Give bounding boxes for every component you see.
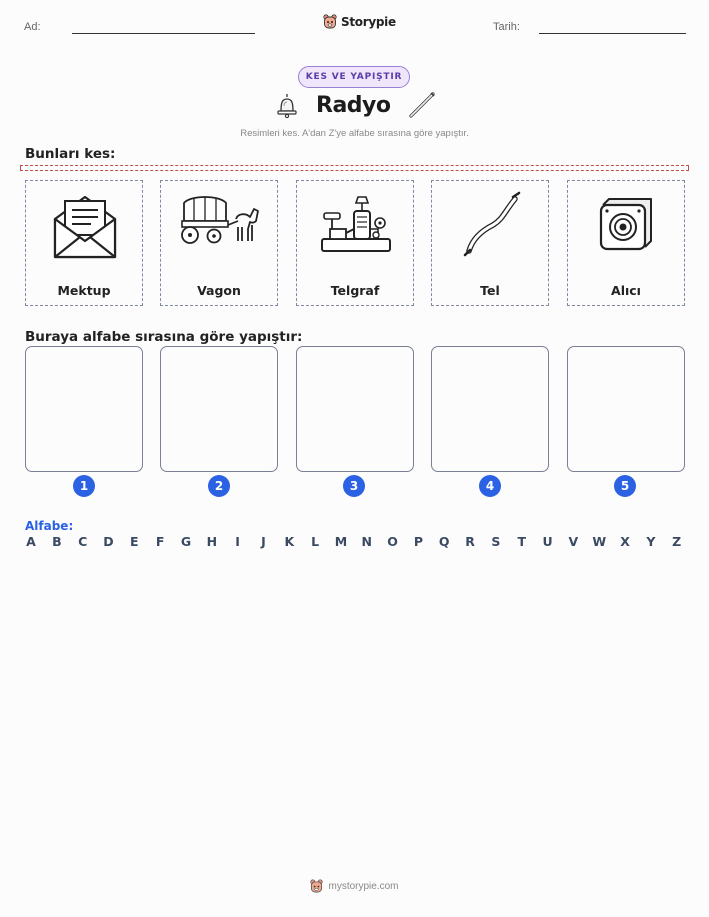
wire-icon [451, 189, 531, 265]
alphabet-letter: B [52, 534, 62, 549]
alphabet-letter: I [235, 534, 240, 549]
alphabet-letter: J [261, 534, 266, 549]
card-label: Tel [480, 283, 500, 298]
cut-line [20, 165, 689, 171]
wagon-icon [175, 189, 265, 265]
alphabet-letter: P [413, 534, 423, 549]
card-label: Vagon [197, 283, 241, 298]
alphabet-letter: L [311, 534, 320, 549]
bell-icon [273, 91, 301, 119]
alphabet-letter: D [103, 534, 114, 549]
cut-card-vagon[interactable] [160, 180, 278, 306]
number-badge-2: 2 [208, 475, 230, 497]
alphabet-letter: M [334, 534, 348, 549]
alphabet-letter: K [284, 534, 295, 549]
footer [0, 879, 709, 894]
alphabet-letter: X [620, 534, 630, 549]
alphabet-letter: U [542, 534, 553, 549]
alphabet-letter: C [78, 534, 88, 549]
paste-box-2[interactable] [160, 346, 278, 472]
alphabet-label: Alfabe: [25, 519, 74, 533]
telegraph-icon [316, 189, 396, 265]
cut-section-title: Bunları kes: [25, 146, 116, 162]
alphabet-letter: Q [438, 534, 450, 549]
alphabet-letter: V [568, 534, 579, 549]
storypie-logo [323, 14, 396, 30]
date-label: Tarih: [493, 21, 520, 33]
number-badge-4: 4 [479, 475, 501, 497]
paste-box-5[interactable] [567, 346, 685, 472]
paste-section-title: Buraya alfabe sırasına göre yapıştır: [25, 329, 303, 345]
activity-badge: KES VE YAPIŞTIR [298, 66, 410, 88]
alphabet-row [24, 534, 684, 550]
cut-card-alici[interactable] [567, 180, 685, 306]
worksheet-title: Radyo [316, 93, 391, 118]
cut-card-mektup[interactable] [25, 180, 143, 306]
number-badge-5: 5 [614, 475, 636, 497]
alphabet-letter: Z [672, 534, 682, 549]
alphabet-letter: F [155, 534, 165, 549]
paste-box-1[interactable] [25, 346, 143, 472]
date-line[interactable] [539, 33, 686, 34]
number-badge-3: 3 [343, 475, 365, 497]
logo-text: Storypie [341, 15, 396, 29]
instructions-text: Resimleri kes. A'dan Z'ye alfabe sırasına göre yapıştır. [240, 128, 469, 139]
storypie-mascot-icon [323, 14, 337, 30]
paste-box-4[interactable] [431, 346, 549, 472]
alphabet-letter: O [387, 534, 398, 549]
alphabet-letter: S [491, 534, 501, 549]
cut-card-tel[interactable] [431, 180, 549, 306]
envelope-icon [45, 189, 125, 265]
alphabet-letter: H [206, 534, 218, 549]
alphabet-letter: E [130, 534, 139, 549]
card-label: Mektup [57, 283, 111, 298]
receiver-icon [587, 189, 667, 265]
paste-box-3[interactable] [296, 346, 414, 472]
card-label: Telgraf [330, 283, 380, 298]
number-badge-1: 1 [73, 475, 95, 497]
alphabet-letter: N [361, 534, 372, 549]
alphabet-letter: Y [646, 534, 656, 549]
name-line[interactable] [72, 33, 255, 34]
antenna-icon [407, 90, 437, 120]
alphabet-letter: W [592, 534, 607, 549]
storypie-mascot-icon [310, 879, 323, 894]
alphabet-letter: G [180, 534, 192, 549]
card-label: Alıcı [611, 283, 641, 298]
footer-url[interactable]: mystorypie.com [328, 881, 399, 892]
cut-card-telgraf[interactable] [296, 180, 414, 306]
alphabet-letter: T [517, 534, 526, 549]
alphabet-letter: A [26, 534, 36, 549]
name-label: Ad: [24, 21, 41, 33]
alphabet-letter: R [465, 534, 475, 549]
